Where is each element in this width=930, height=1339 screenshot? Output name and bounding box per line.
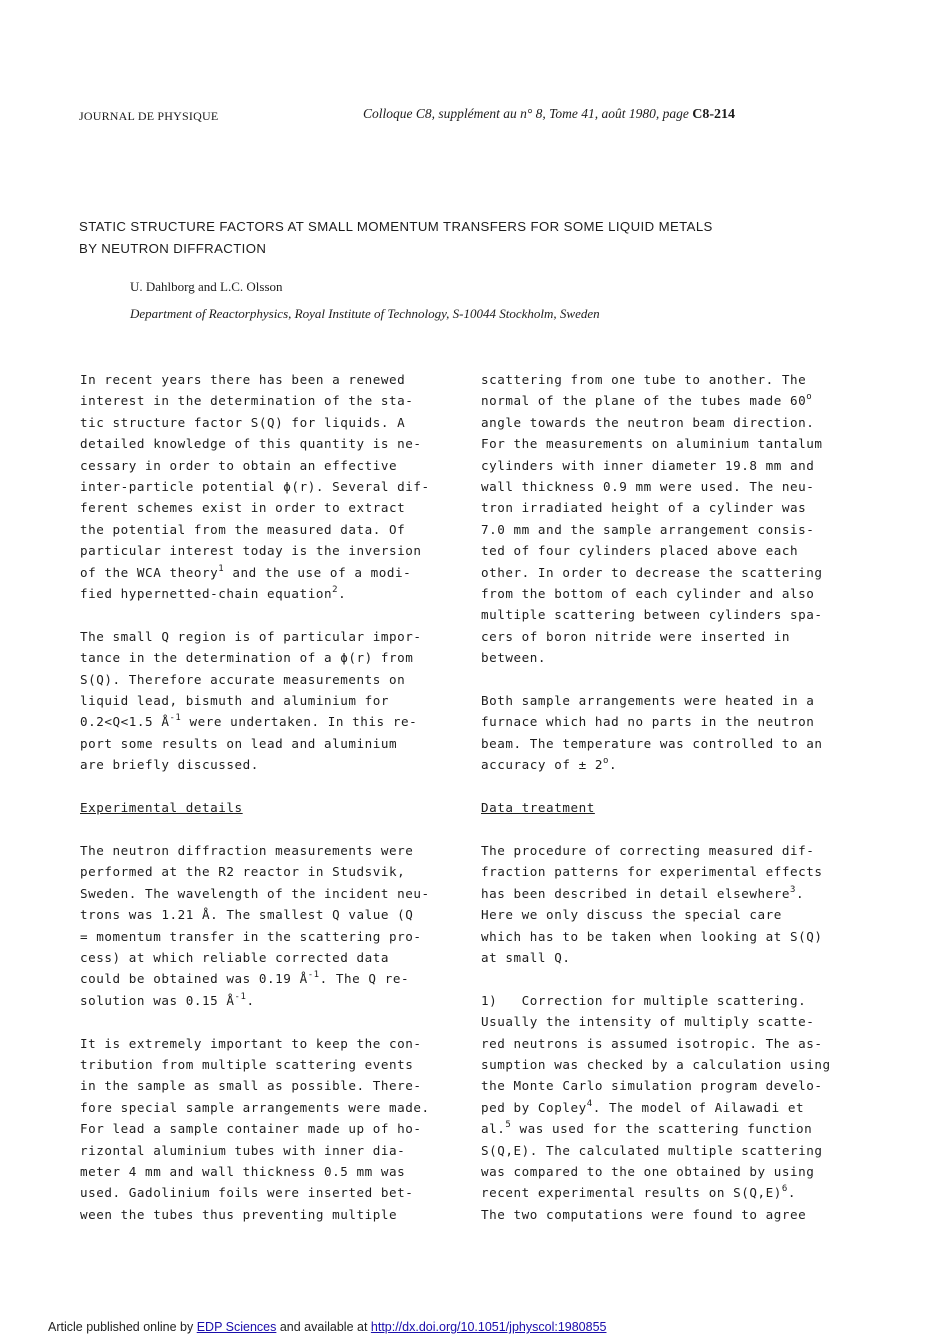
line-text: particular interest today is the inversion (80, 543, 422, 559)
line-text: 0.2<Q<1.5 Å (80, 714, 170, 730)
text-line (80, 562, 460, 583)
text-line (80, 883, 460, 904)
paragraph-gap (481, 776, 861, 797)
text-line (80, 840, 460, 861)
line-text: inter-particle potential ϕ(r). Several dif- (80, 479, 430, 495)
text-line (80, 861, 460, 882)
line-text-continued: . (787, 1185, 796, 1201)
line-text: cess) at which reliable corrected data (80, 949, 390, 965)
line-text: Here we only discuss the special care (481, 907, 782, 923)
text-line (481, 1033, 861, 1054)
paragraph-gap (80, 604, 460, 625)
text-line (80, 968, 460, 989)
text-line (481, 861, 861, 882)
text-line (80, 583, 460, 604)
line-text: tron irradiated height of a cylinder was (481, 500, 807, 516)
line-text: fied hypernetted-chain equation (80, 586, 333, 602)
text-line (481, 990, 861, 1011)
paragraph-gap (80, 776, 460, 797)
affiliation: Department of Reactorphysics, Royal Institute of Technology, S-10044 Stockholm, Sweden (130, 306, 600, 321)
line-text: Both sample arrangements were heated in a (481, 693, 815, 709)
text-line (80, 1204, 460, 1225)
line-text: In recent years there has been a renewed (80, 372, 406, 387)
left-column (80, 369, 460, 1225)
line-text: 7.0 mm and the sample arrangement consis- (481, 521, 815, 537)
line-text: ferent schemes exist in order to extract (80, 500, 406, 516)
line-text: tic structure factor S(Q) for liquids. A (80, 414, 406, 430)
line-text: from the bottom of each cylinder and also (481, 586, 815, 602)
text-line (481, 926, 861, 947)
line-text: cers of boron nitride were inserted in (481, 628, 791, 644)
doi-link[interactable]: http://dx.doi.org/10.1051/jphyscol:1980855 (370, 1320, 607, 1334)
line-text: fore special sample arrangements were made. (80, 1099, 430, 1115)
text-line (80, 369, 460, 390)
line-text: has been described in detail elsewhere (481, 885, 791, 901)
line-text: used. Gadolinium foils were inserted bet- (80, 1185, 414, 1201)
text-line (481, 1011, 861, 1032)
footer-middle: and available at (276, 1320, 371, 1334)
superscript: 4 (586, 1098, 593, 1109)
superscript: -1 (169, 713, 182, 724)
paragraph-gap (481, 819, 861, 840)
line-text: ped by Copley (481, 1099, 587, 1115)
line-text: multiple scattering between cylinders spa- (481, 607, 823, 623)
paragraph-gap (481, 669, 861, 690)
line-text: port some results on lead and aluminium (80, 735, 398, 751)
line-text-continued: and the use of a modi- (224, 564, 412, 580)
text-line (80, 926, 460, 947)
text-line (80, 990, 460, 1011)
line-text: The neutron diffraction measurements were (80, 842, 414, 858)
text-line (481, 711, 861, 732)
line-text: liquid lead, bismuth and aluminium for (80, 693, 390, 709)
line-text: ween the tubes thus preventing multiple (80, 1206, 398, 1222)
line-text: sumption was checked by a calculation using (481, 1056, 831, 1072)
paragraph-gap (80, 819, 460, 840)
authors: U. Dahlborg and L.C. Olsson (130, 279, 283, 294)
text-line (481, 690, 861, 711)
superscript: -1 (307, 970, 320, 981)
line-text: tance in the determination of a ϕ(r) from (80, 650, 414, 666)
text-line (80, 690, 460, 711)
line-text: red neutrons is assumed isotropic. The as- (481, 1035, 823, 1051)
superscript: o (602, 756, 609, 767)
footer-prefix: Article published online by (48, 1320, 197, 1334)
line-text: accuracy of ± 2 (481, 757, 603, 773)
line-text: It is extremely important to keep the con- (80, 1035, 422, 1051)
text-line (80, 1182, 460, 1203)
line-text: cylinders with inner diameter 19.8 mm and (481, 457, 815, 473)
line-text: Experimental details (80, 800, 243, 816)
text-line (481, 455, 861, 476)
text-line (481, 433, 861, 454)
text-line (481, 519, 861, 540)
text-line (80, 647, 460, 668)
text-line (80, 455, 460, 476)
superscript: 1 (218, 563, 225, 574)
line-text: wall thickness 0.9 mm were used. The neu- (481, 479, 815, 495)
line-text: meter 4 mm and wall thickness 0.5 mm was (80, 1163, 406, 1179)
text-line (481, 883, 861, 904)
right-column (481, 369, 861, 1225)
text-line (80, 626, 460, 647)
text-line (80, 519, 460, 540)
text-line (481, 733, 861, 754)
line-text: was compared to the one obtained by using (481, 1163, 815, 1179)
text-line (481, 1204, 861, 1225)
text-line (80, 433, 460, 454)
paragraph-gap (481, 968, 861, 989)
paragraph-gap (80, 1011, 460, 1032)
line-text: the potential from the measured data. Of (80, 521, 406, 537)
text-line (481, 647, 861, 668)
text-line (481, 947, 861, 968)
line-text: between. (481, 650, 547, 666)
colloque-reference: Colloque C8, supplément au n° 8, Tome 41, août 1980, page (363, 106, 689, 121)
line-text: performed at the R2 reactor in Studsvik, (80, 864, 406, 880)
line-text: furnace which had no parts in the neutron (481, 714, 815, 730)
text-line (481, 369, 861, 390)
line-text-continued: . The Q re- (319, 971, 410, 987)
line-text: which has to be taken when looking at S(Q) (481, 928, 823, 944)
line-text: angle towards the neutron beam direction. (481, 414, 815, 430)
line-text: solution was 0.15 Å (80, 992, 235, 1008)
text-line (80, 1097, 460, 1118)
line-text: For lead a sample container made up of ho- (80, 1121, 422, 1137)
text-line (80, 1118, 460, 1139)
superscript: 5 (505, 1120, 512, 1131)
line-text: trons was 1.21 Å. The smallest Q value (Q (80, 907, 414, 923)
text-line (80, 1075, 460, 1096)
line-text-continued: was used for the scattering function (511, 1121, 813, 1137)
superscript: 6 (781, 1184, 788, 1195)
title-line: STATIC STRUCTURE FACTORS AT SMALL MOMENTUM TRANSFERS FOR SOME LIQUID METALS (79, 219, 713, 234)
text-line (80, 904, 460, 925)
text-line (80, 540, 460, 561)
text-line (80, 711, 460, 732)
text-line (80, 669, 460, 690)
text-line (80, 412, 460, 433)
text-line (481, 540, 861, 561)
line-text: normal of the plane of the tubes made 60 (481, 393, 807, 409)
text-line (481, 562, 861, 583)
text-line (481, 840, 861, 861)
line-text: other. In order to decrease the scattering (481, 564, 823, 580)
line-text: of the WCA theory (80, 564, 219, 580)
line-text: cessary in order to obtain an effective (80, 457, 398, 473)
line-text: fraction patterns for experimental effects (481, 864, 823, 880)
text-line (481, 412, 861, 433)
line-text: The small Q region is of particular impor- (80, 628, 422, 644)
line-text: 1) Correction for multiple scattering. (481, 992, 807, 1008)
text-line (481, 476, 861, 497)
article-title (79, 216, 713, 260)
line-text: For the measurements on aluminium tantalum (481, 436, 823, 452)
line-text-continued: . The model of Ailawadi et (592, 1099, 805, 1115)
line-text: could be obtained was 0.19 Å (80, 971, 308, 987)
text-line (481, 904, 861, 925)
line-text: beam. The temperature was controlled to an (481, 735, 823, 751)
publication-footer (48, 1320, 606, 1334)
text-line (481, 583, 861, 604)
section-heading (80, 797, 460, 818)
text-line (481, 1054, 861, 1075)
line-text: the Monte Carlo simulation program develo- (481, 1078, 823, 1094)
page-number: C8-214 (692, 107, 736, 122)
text-line (481, 1161, 861, 1182)
section-heading (481, 797, 861, 818)
text-line (481, 1097, 861, 1118)
text-line (481, 1118, 861, 1139)
line-text-continued: . (246, 992, 255, 1008)
line-text: rizontal aluminium tubes with inner dia- (80, 1142, 406, 1158)
text-line (80, 1140, 460, 1161)
superscript: -1 (234, 991, 247, 1002)
running-header (363, 106, 735, 123)
line-text: Data treatment (481, 800, 595, 816)
line-text-continued: . (608, 757, 618, 773)
text-line (481, 390, 861, 411)
line-text: in the sample as small as possible. There- (80, 1078, 422, 1094)
line-text: S(Q,E). The calculated multiple scattering (481, 1142, 823, 1158)
text-line (80, 1054, 460, 1075)
text-line (481, 497, 861, 518)
line-text: detailed knowledge of this quantity is ne- (80, 436, 422, 452)
line-text: Usually the intensity of multiply scatte- (481, 1014, 815, 1030)
line-text: tribution from multiple scattering events (80, 1056, 414, 1072)
line-text: scattering from one tube to another. The (481, 372, 807, 387)
text-line (481, 1075, 861, 1096)
text-line (80, 497, 460, 518)
journal-name: JOURNAL DE PHYSIQUE (79, 109, 219, 123)
line-text: S(Q). Therefore accurate measurements on (80, 671, 406, 687)
line-text: The procedure of correcting measured dif- (481, 842, 815, 858)
text-line (481, 604, 861, 625)
text-line (481, 754, 861, 775)
text-line (80, 390, 460, 411)
text-line (481, 626, 861, 647)
line-text: Sweden. The wavelength of the incident neu- (80, 885, 430, 901)
line-text: at small Q. (481, 949, 571, 965)
text-line (80, 754, 460, 775)
line-text: al. (481, 1121, 506, 1137)
line-text: are briefly discussed. (80, 757, 259, 773)
line-text: = momentum transfer in the scattering pro- (80, 928, 422, 944)
line-text: interest in the determination of the sta- (80, 393, 414, 409)
line-text: recent experimental results on S(Q,E) (481, 1185, 782, 1201)
text-line (481, 1182, 861, 1203)
superscript: o (806, 392, 813, 403)
text-line (80, 1161, 460, 1182)
line-text-continued: . (796, 885, 805, 901)
line-text-continued: were undertaken. In this re- (181, 714, 418, 730)
text-line (80, 1033, 460, 1054)
line-text: The two computations were found to agree (481, 1206, 807, 1222)
line-text: ted of four cylinders placed above each (481, 543, 799, 559)
superscript: 2 (332, 585, 339, 596)
text-line (481, 1140, 861, 1161)
superscript: 3 (790, 884, 796, 895)
title-line: BY NEUTRON DIFFRACTION (79, 241, 267, 256)
line-text-continued: . (338, 586, 347, 602)
text-line (80, 476, 460, 497)
text-line (80, 947, 460, 968)
text-line (80, 733, 460, 754)
publisher-link[interactable]: EDP Sciences (196, 1320, 277, 1334)
